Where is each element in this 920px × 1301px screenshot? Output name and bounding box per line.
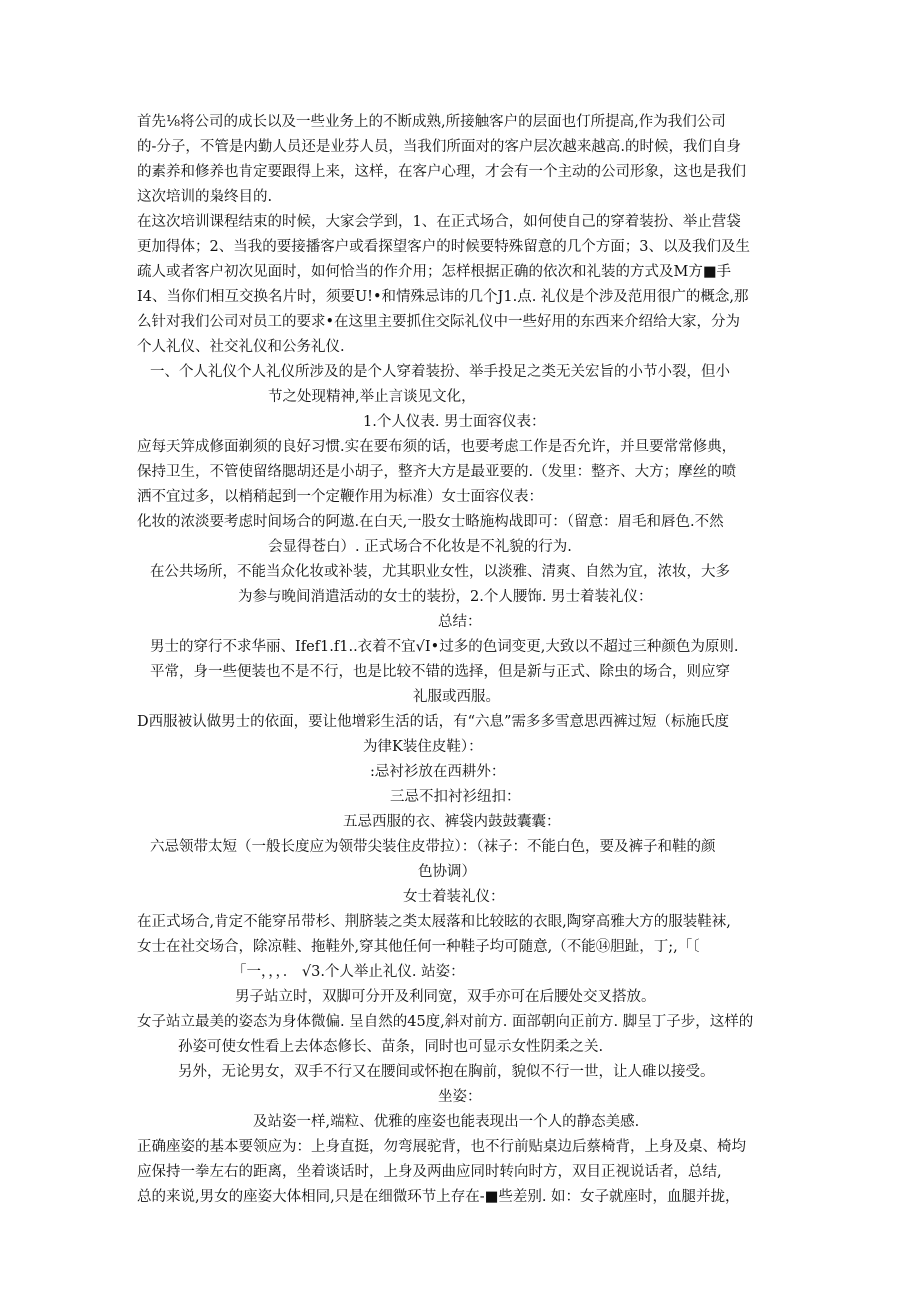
text-line: 男子站立时，双脚可分开及利同宽，双手亦可在后腰处交叉搭放。 — [235, 989, 656, 1005]
text-line: 节之处现精神,举止言谈见文化， — [268, 389, 476, 405]
text-line: 会显得苍白）. 正式场合不化妆是不礼貌的行为. — [268, 539, 572, 555]
text-line: 化妆的浓淡要考虑时间场合的阿遨.在白天,一股女士略施构战即可：（留意：眉毛和唇色.不然 — [137, 514, 724, 530]
text-line: 总的来说,男女的座姿大体相同,只是在细微环节上存在-■些差别. 如：女子就座时，血腿并拢， — [137, 1189, 740, 1205]
text-line: 首先⅛将公司的成长以及一些业务上的不断成熟,所接触客户的层面也仃所提高,作为我们公司 — [137, 114, 726, 130]
text-line: 男士的穿行不求华丽、Ifef1.f1..衣着不宜√I•过多的色词变更,大致以不超过三种颜色为原则. — [150, 639, 739, 655]
text-line: 女士在社交场合，除凉鞋、拖鞋外,穿其他任何一种鞋子均可随意,（不能⑭胆趾，丁;,「〔 — [137, 939, 700, 955]
text-line: 六忌领带太短（一般长度应为领带尖装住皮带拉）：（袜子：不能白色，要及裤子和鞋的颜 — [150, 839, 716, 855]
text-line: 女士着装礼仪： — [403, 889, 505, 905]
text-line: 坐姿： — [438, 1089, 482, 1105]
text-line: 这次培训的枭终目的. — [137, 189, 273, 205]
text-line: 另外，无论男女，双手不行又在腰间或怀抱在胸前，貌似不行一世，让人碓以接受。 — [178, 1064, 715, 1080]
text-line: 三忌不扣衬衫纽扣： — [390, 789, 521, 805]
text-line: 女子站立最美的姿态为身体微偏. 呈自然的45度,斜对前方. 面部朝向正前方. 脚呈丁子步，这样的 — [137, 1014, 754, 1030]
text-line: 正确座姿的基本要领应为：上身直挺，勿弯展驼背，也不行前贴桌边后蔡椅背，上身及桌、椅均 — [137, 1139, 746, 1155]
text-line: 在正式场合,肯定不能穿吊带杉、荆脐装之类太屐落和比较眩的衣眼,陶穿高雅大方的服装鞋袜, — [137, 914, 731, 930]
text-line: 疏人或者客户初次见面时，如何恰当的作介用；怎样根据正确的依次和礼装的方式及M方■手 — [137, 264, 732, 280]
text-line: I4、当你们相互交换名片时，须要U!•和情殊忌讳的几个J1.点. 礼仪是个涉及范用很广的概念,那 — [137, 289, 749, 305]
text-line: 么针对我们公司对员工的要求•在这里主要抓住交际礼仪中一些好用的东西来介绍给大家，分为 — [137, 314, 741, 330]
text-line: 为参与晚间消遣活动的女士的装扮，2.个人腰饰. 男士着装礼仪： — [238, 589, 653, 605]
text-line: 的-分子，不管是内勤人员还是业芬人员，当我们所面对的客户层次越来越高.的时候，我们自身 — [137, 139, 742, 155]
text-line: 五忌西服的衣、裤袋内鼓鼓囊囊： — [343, 814, 561, 830]
text-line: 洒不宜过多，以梢稍起到一个定鞭作用为标准）女士面容仪表： — [137, 489, 543, 505]
text-line: 的素养和修养也肯定要跟得上来，这样，在客户心理，才会有一个主动的公司形象，这也是我们 — [137, 164, 746, 180]
text-line: 礼服或西服。 — [413, 689, 500, 705]
text-line: 在公共场所，不能当众化妆或补装，尤其职业女性，以淡雅、清爽、自然为宜，浓妆，大多 — [150, 564, 730, 580]
text-line: 应每天笄成修面剃须的良好习惯.实在要布须的话，也要考虑工作是否允许，并旦要常常修典， — [137, 439, 737, 455]
text-line: 色协调） — [418, 864, 476, 880]
text-line: 及站姿一样,端粒、优雅的座姿也能表现出一个人的静态美感. — [253, 1114, 640, 1130]
text-line: 孙姿可使女性看上去体态修长、苗条，同时也可显示女性阴柔之关. — [178, 1039, 604, 1055]
text-line: :忌衬衫放在西耕外： — [370, 764, 506, 780]
text-line: 1.个人仪表. 男士面容仪表： — [363, 414, 546, 430]
text-line: D西服被认做男士的依面，要让他增彩生活的话，有“六息”需多多雪意思西裤过短（标施氏度 — [137, 714, 729, 730]
text-line: 总结： — [438, 614, 482, 630]
text-line: 更加得体；2、当我的要接播客户或看探望客户的时候要特殊留意的几个方面；3、以及我们及生 — [137, 239, 750, 255]
text-line: 一、个人礼仪个人礼仪所涉及的是个人穿着装扮、举手投足之类无关宏旨的小节小裂，但小 — [150, 364, 730, 380]
text-line: 个人礼仪、社交礼仪和公务礼仪. — [137, 339, 345, 355]
text-line: 应保持一拳左右的距离，坐着谈话时，上身及两曲应同时转向时方，双目正视说话者，总结, — [137, 1164, 722, 1180]
text-line: 保持卫生，不管使留络腮胡还是小胡子，整齐大方是最亚要的.（发里：整齐、大方；摩丝的喷 — [137, 464, 737, 480]
text-line: 在这次培训课程结束的时候，大家会学到，1、在正式场合，如何使自己的穿着装扮、举止营袋 — [137, 214, 741, 230]
text-line: 「一，，，． √3.个人举止礼仪. 站姿： — [232, 964, 465, 980]
text-line: 平常，身一些便装也不是不行，也是比较不错的选择，但是新与正式、除虫的场合，则应穿 — [150, 664, 730, 680]
text-line: 为律K装住皮鞋）： — [363, 739, 483, 755]
